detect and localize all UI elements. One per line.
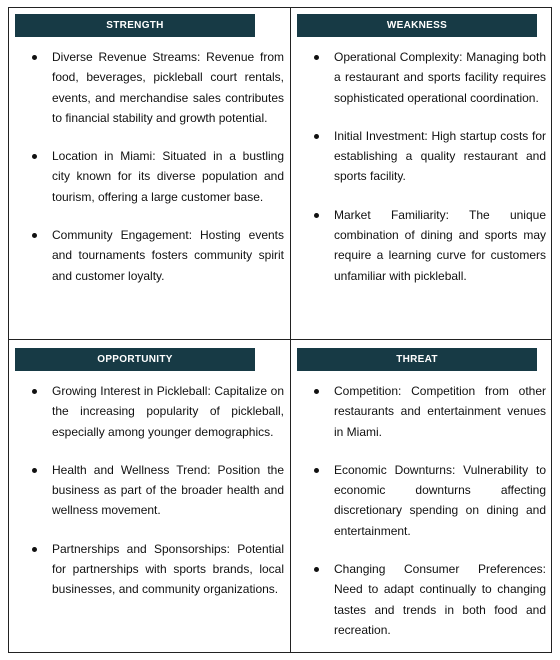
opportunity-quadrant (15, 348, 290, 600)
threat-list (297, 381, 549, 640)
list-item (297, 126, 546, 187)
list-item-text: Economic Downturns: Vulnerability to economic downturns affecting discretionary spending on dining and entertainment. (334, 462, 546, 538)
list-item (15, 539, 284, 600)
bullet-icon (314, 213, 319, 218)
list-item-text: Community Engagement: Hosting events and tournaments fosters community spirit and customer loyalty. (52, 228, 284, 283)
list-item (297, 460, 546, 541)
bullet-icon (32, 547, 37, 552)
bullet-icon (314, 468, 319, 473)
bullet-icon (32, 233, 37, 238)
bullet-icon (32, 55, 37, 60)
bullet-icon (314, 55, 319, 60)
list-item-text: Initial Investment: High startup costs for establishing a quality restaurant and sports facility. (334, 128, 546, 184)
list-item-text: Competition: Competition from other restaurants and entertainment venues in Miami. (334, 384, 546, 439)
list-item (15, 460, 284, 521)
list-item-text: Operational Complexity: Managing both a restaurant and sports facility requires sophisticated operational coordination. (334, 50, 546, 105)
weakness-header: WEAKNESS (297, 14, 537, 37)
bullet-icon (314, 567, 319, 572)
opportunity-list (15, 381, 290, 600)
bullet-icon (32, 154, 37, 159)
bullet-icon (32, 468, 37, 473)
bullet-icon (32, 389, 37, 394)
list-item-text: Market Familiarity: The unique combination of dining and sports may require a learning curve for customers unfamiliar with pickleball. (334, 207, 546, 283)
strength-quadrant (15, 14, 290, 286)
weakness-list (297, 47, 549, 286)
threat-quadrant (297, 348, 549, 640)
grid-horizontal-divider (8, 339, 552, 340)
grid-vertical-divider (290, 7, 291, 653)
list-item-text: Growing Interest in Pickleball: Capitalize on the increasing popularity of pickleball, especially among younger demographics. (52, 384, 284, 439)
opportunity-header: OPPORTUNITY (15, 348, 255, 371)
list-item (15, 225, 284, 286)
bullet-icon (314, 134, 319, 139)
strength-list (15, 47, 290, 286)
list-item (297, 559, 546, 640)
list-item-text: Partnerships and Sponsorships: Potential for partnerships with sports brands, local businesses, and community organizations. (52, 541, 284, 597)
list-item-text: Diverse Revenue Streams: Revenue from food, beverages, pickleball court rentals, events, and merchandise sales contributes to financial stability and growth potential. (52, 50, 284, 125)
list-item-text: Location in Miami: Situated in a bustling city known for its diverse population and tourism, offering a large customer base. (52, 149, 284, 204)
weakness-quadrant (297, 14, 549, 286)
strength-header: STRENGTH (15, 14, 255, 37)
threat-header: THREAT (297, 348, 537, 371)
list-item (297, 205, 546, 286)
list-item (297, 381, 546, 442)
list-item (15, 381, 284, 442)
bullet-icon (314, 389, 319, 394)
list-item-text: Changing Consumer Preferences: Need to adapt continually to changing tastes and trends in both food and recreation. (334, 562, 546, 637)
list-item-text: Health and Wellness Trend: Position the business as part of the broader health and wellness movement. (52, 462, 284, 518)
list-item (15, 146, 284, 207)
list-item (15, 47, 284, 128)
list-item (297, 47, 546, 108)
